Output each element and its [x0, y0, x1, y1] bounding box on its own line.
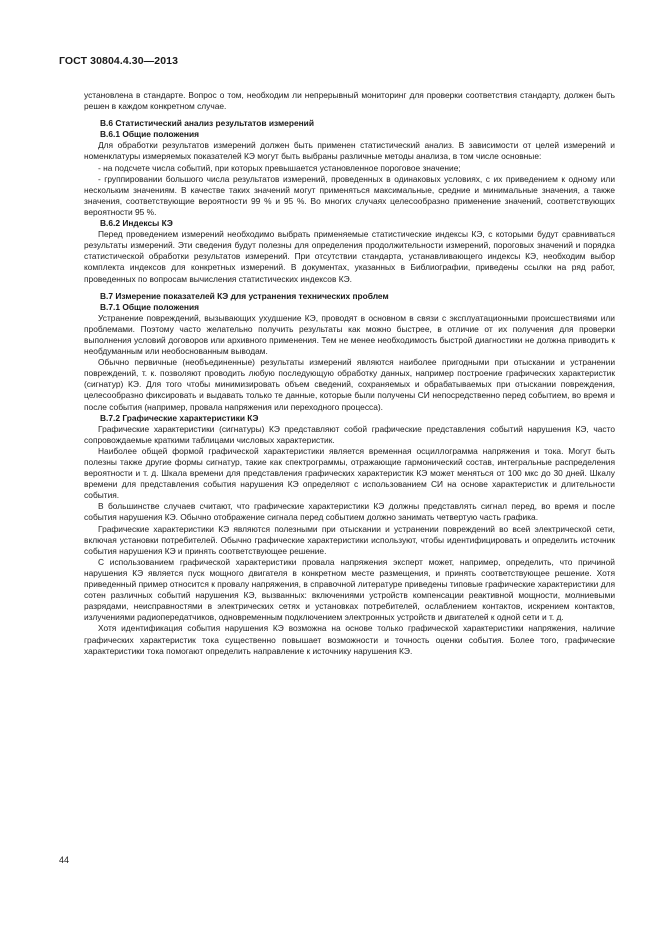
- paragraph: Наиболее общей формой графической характеристики является временная осциллограмма напряжения и тока. Могут быть полезны также другие формы сигнатур, такие как спектрограммы, отражающие гармонический состав, интегральные распределения вероятности и т. д. Шкала времени для представления графических характеристик КЭ может меняться от 100 мкс до 30 дней. Шкалу времени для представления события нарушения КЭ определяют с использованием СИ на основе характеристик и длительности события.: [84, 445, 615, 501]
- paragraph: Для обработки результатов измерений должен быть применен статистический анализ. В зависимости от целей измерений и номенклатуры измеряемых показателей КЭ могут быть выбраны различные методы анализа, в том числе основные:: [84, 140, 615, 162]
- section-b7-heading: B.7 Измерение показателей КЭ для устранения технических проблем: [100, 290, 389, 301]
- section-b72-heading: B.7.2 Графические характеристики КЭ: [100, 412, 259, 423]
- paragraph: Обычно первичные (необъединенные) результаты измерений являются наиболее пригодными при отыскании и устранении повреждений, т. к. позволяют проводить любую последующую обработку данных, например построение графических характеристик (сигнатур) КЭ. Для того чтобы минимизировать объем сведений, сохраняемых и обрабатываемых при отыскании повреждения, целесообразно фиксировать и выдавать только те данные, которые были получены СИ непосредственно перед событием, во время и после события (например, провала напряжения или переходного процесса).: [84, 357, 615, 412]
- intro-paragraph: установлена в стандарте. Вопрос о том, необходим ли непрерывный мониторинг для проверки соответствия стандарту, должен быть решен в каждом конкретном случае.: [84, 90, 615, 112]
- section-b6-heading: B.6 Статистический анализ результатов измерений: [100, 118, 314, 129]
- paragraph: Перед проведением измерений необходимо выбрать применяемые статистические индексы КЭ, с которыми будут сравниваться результаты измерений. Эти сведения будут полезны для определения продолжительности измерений, пороговых значений и порядка статистической обработки результатов измерений. При отсутствии стандарта, устанавливающего индексы КЭ, необходим выбор комплекта индексов для конкретных измерений. В документах, указанных в Библиографии, приведены ссылки на ряд работ, проведенных по вопросам вычисления статистических индексов КЭ.: [84, 229, 615, 284]
- page-number: 44: [59, 855, 70, 865]
- section-b61-heading: B.6.1 Общие положения: [100, 129, 199, 140]
- list-item: - на подсчете числа событий, при которых превышается установленное пороговое значение;: [98, 162, 461, 173]
- document-body: [84, 90, 615, 657]
- paragraph: Хотя идентификация события нарушения КЭ возможна на основе только графической характеристики напряжения, наличие графических характеристик тока существенно повышает возможности и точность оценки события. Более того, графические характеристики тока помогают определить направление к источнику нарушения КЭ.: [84, 623, 615, 656]
- section-b71-heading: B.7.1 Общие положения: [100, 301, 199, 312]
- paragraph: Графические характеристики (сигнатуры) КЭ представляют собой графические представления событий нарушения КЭ, часто сопровождаемые краткими таблицами числовых характеристик.: [84, 423, 615, 445]
- paragraph: С использованием графической характеристики провала напряжения эксперт может, например, определить, что причиной нарушения КЭ является пуск мощного двигателя в конкретном месте размещения, и принять соответствующее решение. Хотя приведенный пример относится к провалу напряжения, в справочной литературе приведены типовые графические характеристики для сотен различных событий нарушения КЭ, вызванных: включениями устройств компенсации реактивной мощности, молниевыми разрядами, неисправностями в электрических сетях и установках потребителей, ослаблением контактов, искрением контактов, излучениями радиопередатчиков, одновременным подключением электронных устройств и двигателей к одной сети и т. д.: [84, 556, 615, 623]
- list-item: - группировании большого числа результатов измерений, проведенных в одинаковых условиях, с их приведением к одному или нескольким значениям. В качестве таких значений могут применяться максимальные, средние и минимальные значения, а также значения, соответствующие вероятности 99 % и 95 %. Во многих случаях целесообразно применение значений, соответствующих вероятности 95 %.: [84, 173, 615, 217]
- paragraph: Графические характеристики КЭ являются полезными при отыскании и устранении повреждений во всей электрической сети, включая установки потребителей. Обычно графические характеристики используют, чтобы идентифицировать и определить источник события нарушения КЭ и принять соответствующее решение.: [84, 523, 615, 556]
- section-b62-heading: B.6.2 Индексы КЭ: [100, 218, 173, 229]
- paragraph: В большинстве случаев считают, что графические характеристики КЭ должны представлять сигнал перед, во время и после события нарушения КЭ. Обычно отображение сигнала перед событием должно занимать четвертую часть графика.: [84, 501, 615, 523]
- document-header: ГОСТ 30804.4.30—2013: [59, 55, 179, 67]
- paragraph: Устранение повреждений, вызывающих ухудшение КЭ, проводят в основном в связи с эксплуатационными происшествиями или проблемами. Поэтому часто желательно получить результаты как можно быстрее, в отличие от их получения для проверки выполнения условий договоров или архивного применения. Тем не менее необходимость быстрой диагностики не должна приводить к необдуманным или необоснованным выводам.: [84, 312, 615, 357]
